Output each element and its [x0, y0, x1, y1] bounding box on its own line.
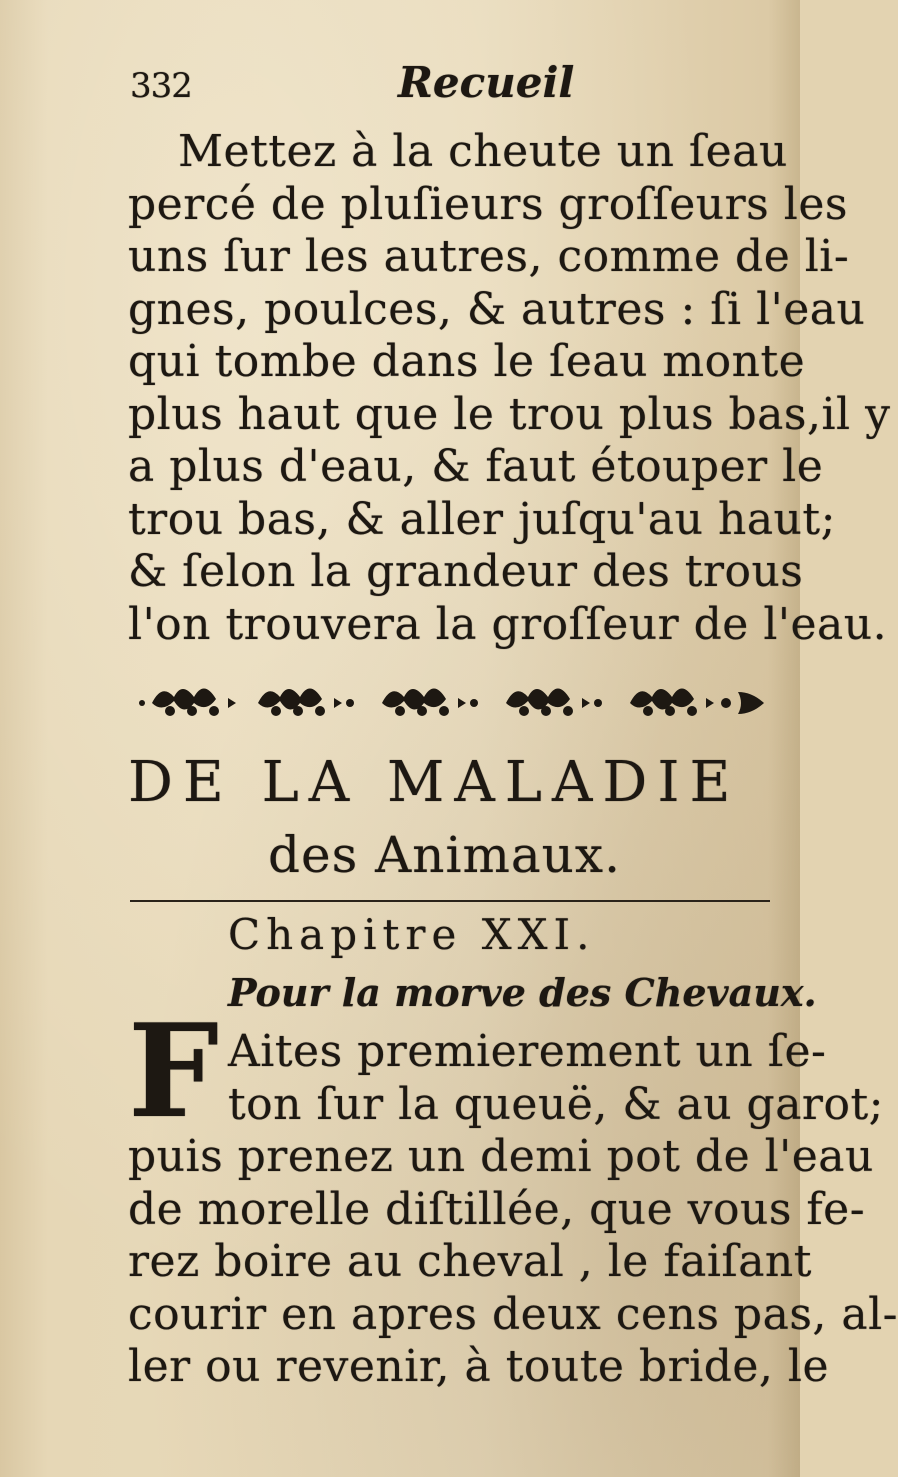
fleuron-ornament — [258, 688, 354, 716]
text-line: ler ou revenir, à toute bride, le — [128, 1341, 829, 1392]
text-line: Aites premierement un ſe- — [228, 1026, 827, 1077]
fleuron-ornament — [139, 688, 236, 716]
decorative-ornament-band — [130, 678, 780, 728]
section-title: DE LA MALADIE — [128, 750, 741, 815]
fleuron-ornament — [506, 688, 602, 716]
text-line: gnes, poulces, & autres : ſi l'eau — [128, 283, 866, 335]
paragraph-remedy-opening — [228, 1026, 884, 1131]
page-header — [130, 58, 770, 108]
text-line: de morelle diſtillée, que vous fe- — [128, 1183, 866, 1235]
running-title: Recueil — [398, 58, 575, 107]
text-line: trou bas, & aller juſqu'au haut; — [128, 493, 836, 545]
text-line: a plus d'eau, & faut étouper le — [128, 441, 824, 492]
text-line: qui tombe dans le ſeau monte — [128, 336, 806, 387]
horizontal-rule — [130, 900, 770, 905]
text-line: Mettez à la cheute un ſeau — [178, 126, 788, 177]
text-line: percé de pluſieurs groſſeurs les — [128, 178, 848, 230]
paragraph-remedy-body — [128, 1131, 898, 1394]
text-line: ton ſur la queuë, & au garot; — [228, 1078, 884, 1130]
text-line: & ſelon la grandeur des trous — [128, 546, 804, 597]
section-subtitle: des Animaux. — [268, 826, 621, 884]
text-line: courir en apres deux cens pas, al- — [128, 1288, 898, 1340]
text-line: puis prenez un demi pot de l'eau — [128, 1131, 874, 1182]
paragraph-water-measurement — [128, 126, 891, 651]
text-line: l'on trouvera la groſſeur de l'eau. — [128, 598, 888, 650]
drop-cap: F — [128, 997, 219, 1147]
text-line: plus haut que le trou plus bas,il y — [128, 388, 891, 440]
chapter-heading: Chapitre XXI. — [228, 910, 596, 959]
page-number: 332 — [130, 66, 192, 106]
fleuron-ornament — [382, 688, 478, 716]
text-line: rez boire au cheval , le faiſant — [128, 1236, 812, 1287]
fleuron-ornament — [630, 688, 764, 716]
text-line: uns ſur les autres, comme de li- — [128, 231, 850, 282]
chapter-subtitle: Pour la morve des Chevaux. — [228, 970, 817, 1015]
